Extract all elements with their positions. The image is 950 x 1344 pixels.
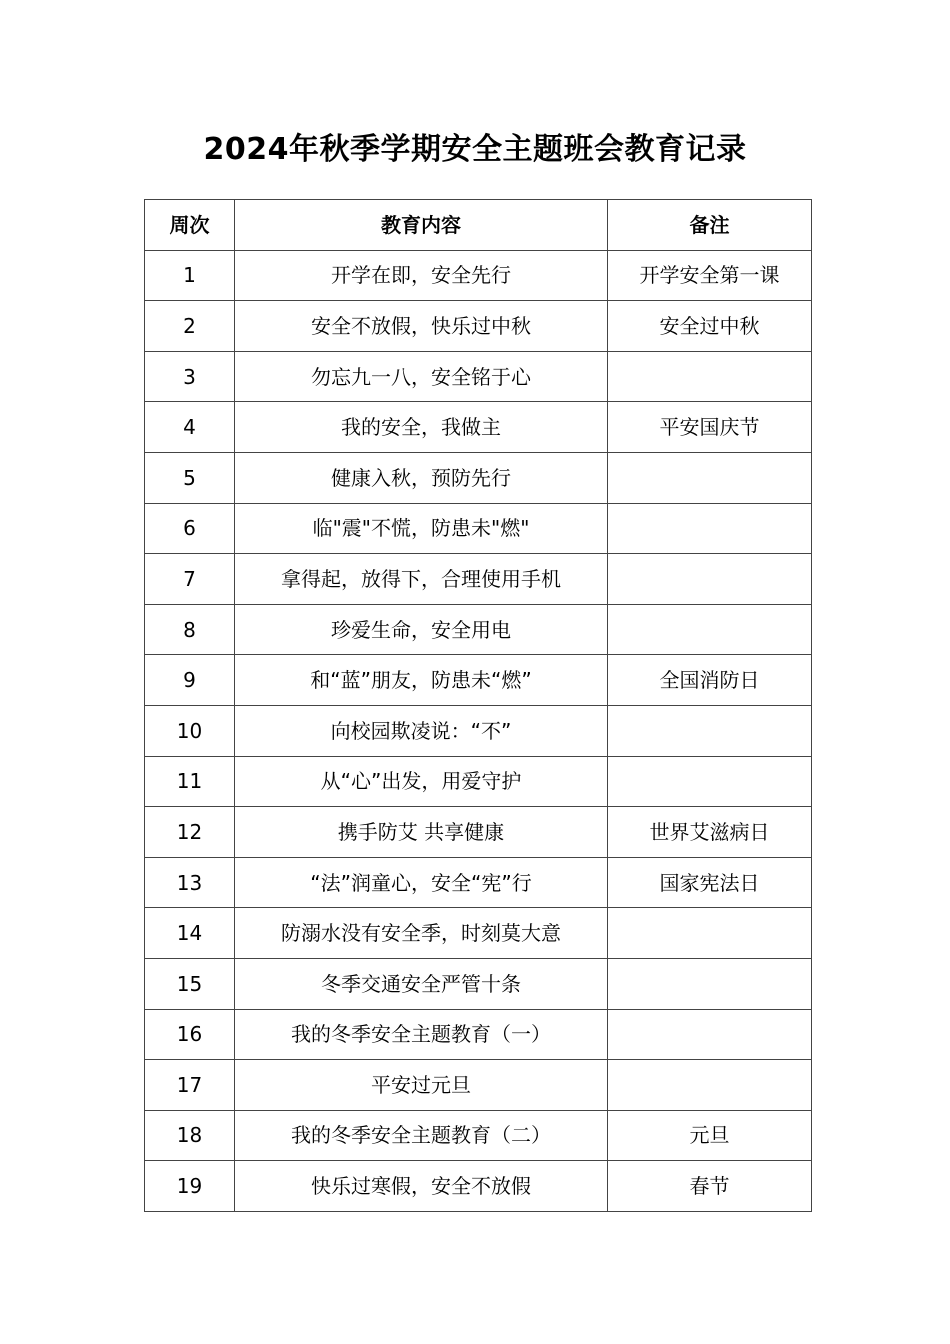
content-cell: 向校园欺凌说：“不”: [235, 705, 608, 756]
week-cell: 15: [145, 958, 235, 1009]
table-row: [145, 807, 812, 858]
content-cell: 冬季交通安全严管十条: [235, 958, 608, 1009]
note-cell: [608, 1009, 812, 1060]
content-cell: 和“蓝”朋友，防患未“燃”: [235, 655, 608, 706]
note-cell: [608, 1060, 812, 1111]
week-cell: 11: [145, 756, 235, 807]
week-cell: 18: [145, 1110, 235, 1161]
week-cell: 14: [145, 908, 235, 959]
table-row: [145, 1009, 812, 1060]
content-cell: 平安过元旦: [235, 1060, 608, 1111]
week-cell: 7: [145, 554, 235, 605]
note-cell: [608, 452, 812, 503]
week-cell: 9: [145, 655, 235, 706]
note-cell: [608, 503, 812, 554]
table-row: [145, 503, 812, 554]
table-row: [145, 250, 812, 301]
week-cell: 10: [145, 705, 235, 756]
note-cell: [608, 908, 812, 959]
content-cell: 携手防艾 共享健康: [235, 807, 608, 858]
week-cell: 17: [145, 1060, 235, 1111]
content-cell: 珍爱生命，安全用电: [235, 604, 608, 655]
table-row: [145, 655, 812, 706]
content-cell: 防溺水没有安全季，时刻莫大意: [235, 908, 608, 959]
table-row: [145, 705, 812, 756]
note-cell: 国家宪法日: [608, 857, 812, 908]
header-week: 周次: [145, 200, 235, 251]
note-cell: 平安国庆节: [608, 402, 812, 453]
table-row: [145, 756, 812, 807]
week-cell: 1: [145, 250, 235, 301]
content-cell: 我的安全，我做主: [235, 402, 608, 453]
table-row: [145, 958, 812, 1009]
table-row: [145, 908, 812, 959]
content-cell: 开学在即，安全先行: [235, 250, 608, 301]
content-cell: 勿忘九一八，安全铭于心: [235, 351, 608, 402]
week-cell: 19: [145, 1161, 235, 1212]
week-cell: 5: [145, 452, 235, 503]
week-cell: 2: [145, 301, 235, 352]
content-cell: 健康入秋，预防先行: [235, 452, 608, 503]
table-row: [145, 857, 812, 908]
table-row: [145, 604, 812, 655]
table-row: [145, 554, 812, 605]
content-cell: 从“心”出发，用爱守护: [235, 756, 608, 807]
content-cell: 我的冬季安全主题教育（一）: [235, 1009, 608, 1060]
note-cell: 安全过中秋: [608, 301, 812, 352]
content-cell: 安全不放假，快乐过中秋: [235, 301, 608, 352]
week-cell: 12: [145, 807, 235, 858]
header-note: 备注: [608, 200, 812, 251]
week-cell: 8: [145, 604, 235, 655]
content-cell: 快乐过寒假，安全不放假: [235, 1161, 608, 1212]
note-cell: 世界艾滋病日: [608, 807, 812, 858]
page-title: 2024年秋季学期安全主题班会教育记录: [203, 132, 747, 167]
note-cell: 春节: [608, 1161, 812, 1212]
week-cell: 3: [145, 351, 235, 402]
note-cell: 开学安全第一课: [608, 250, 812, 301]
week-cell: 16: [145, 1009, 235, 1060]
week-cell: 4: [145, 402, 235, 453]
table-row: [145, 301, 812, 352]
table-row: [145, 1161, 812, 1212]
table-row: [145, 351, 812, 402]
note-cell: [608, 604, 812, 655]
week-cell: 13: [145, 857, 235, 908]
table-row: [145, 452, 812, 503]
table-row: [145, 1060, 812, 1111]
table-row: [145, 1110, 812, 1161]
header-content: 教育内容: [235, 200, 608, 251]
content-cell: 拿得起，放得下，合理使用手机: [235, 554, 608, 605]
content-cell: 临"震"不慌，防患未"燃": [235, 503, 608, 554]
content-cell: “法”润童心，安全“宪”行: [235, 857, 608, 908]
note-cell: [608, 554, 812, 605]
record-table: [144, 199, 812, 1212]
content-cell: 我的冬季安全主题教育（二）: [235, 1110, 608, 1161]
table-header-row: [145, 200, 812, 251]
note-cell: 元旦: [608, 1110, 812, 1161]
note-cell: [608, 351, 812, 402]
note-cell: [608, 958, 812, 1009]
note-cell: [608, 705, 812, 756]
note-cell: [608, 756, 812, 807]
note-cell: 全国消防日: [608, 655, 812, 706]
table-row: [145, 402, 812, 453]
week-cell: 6: [145, 503, 235, 554]
